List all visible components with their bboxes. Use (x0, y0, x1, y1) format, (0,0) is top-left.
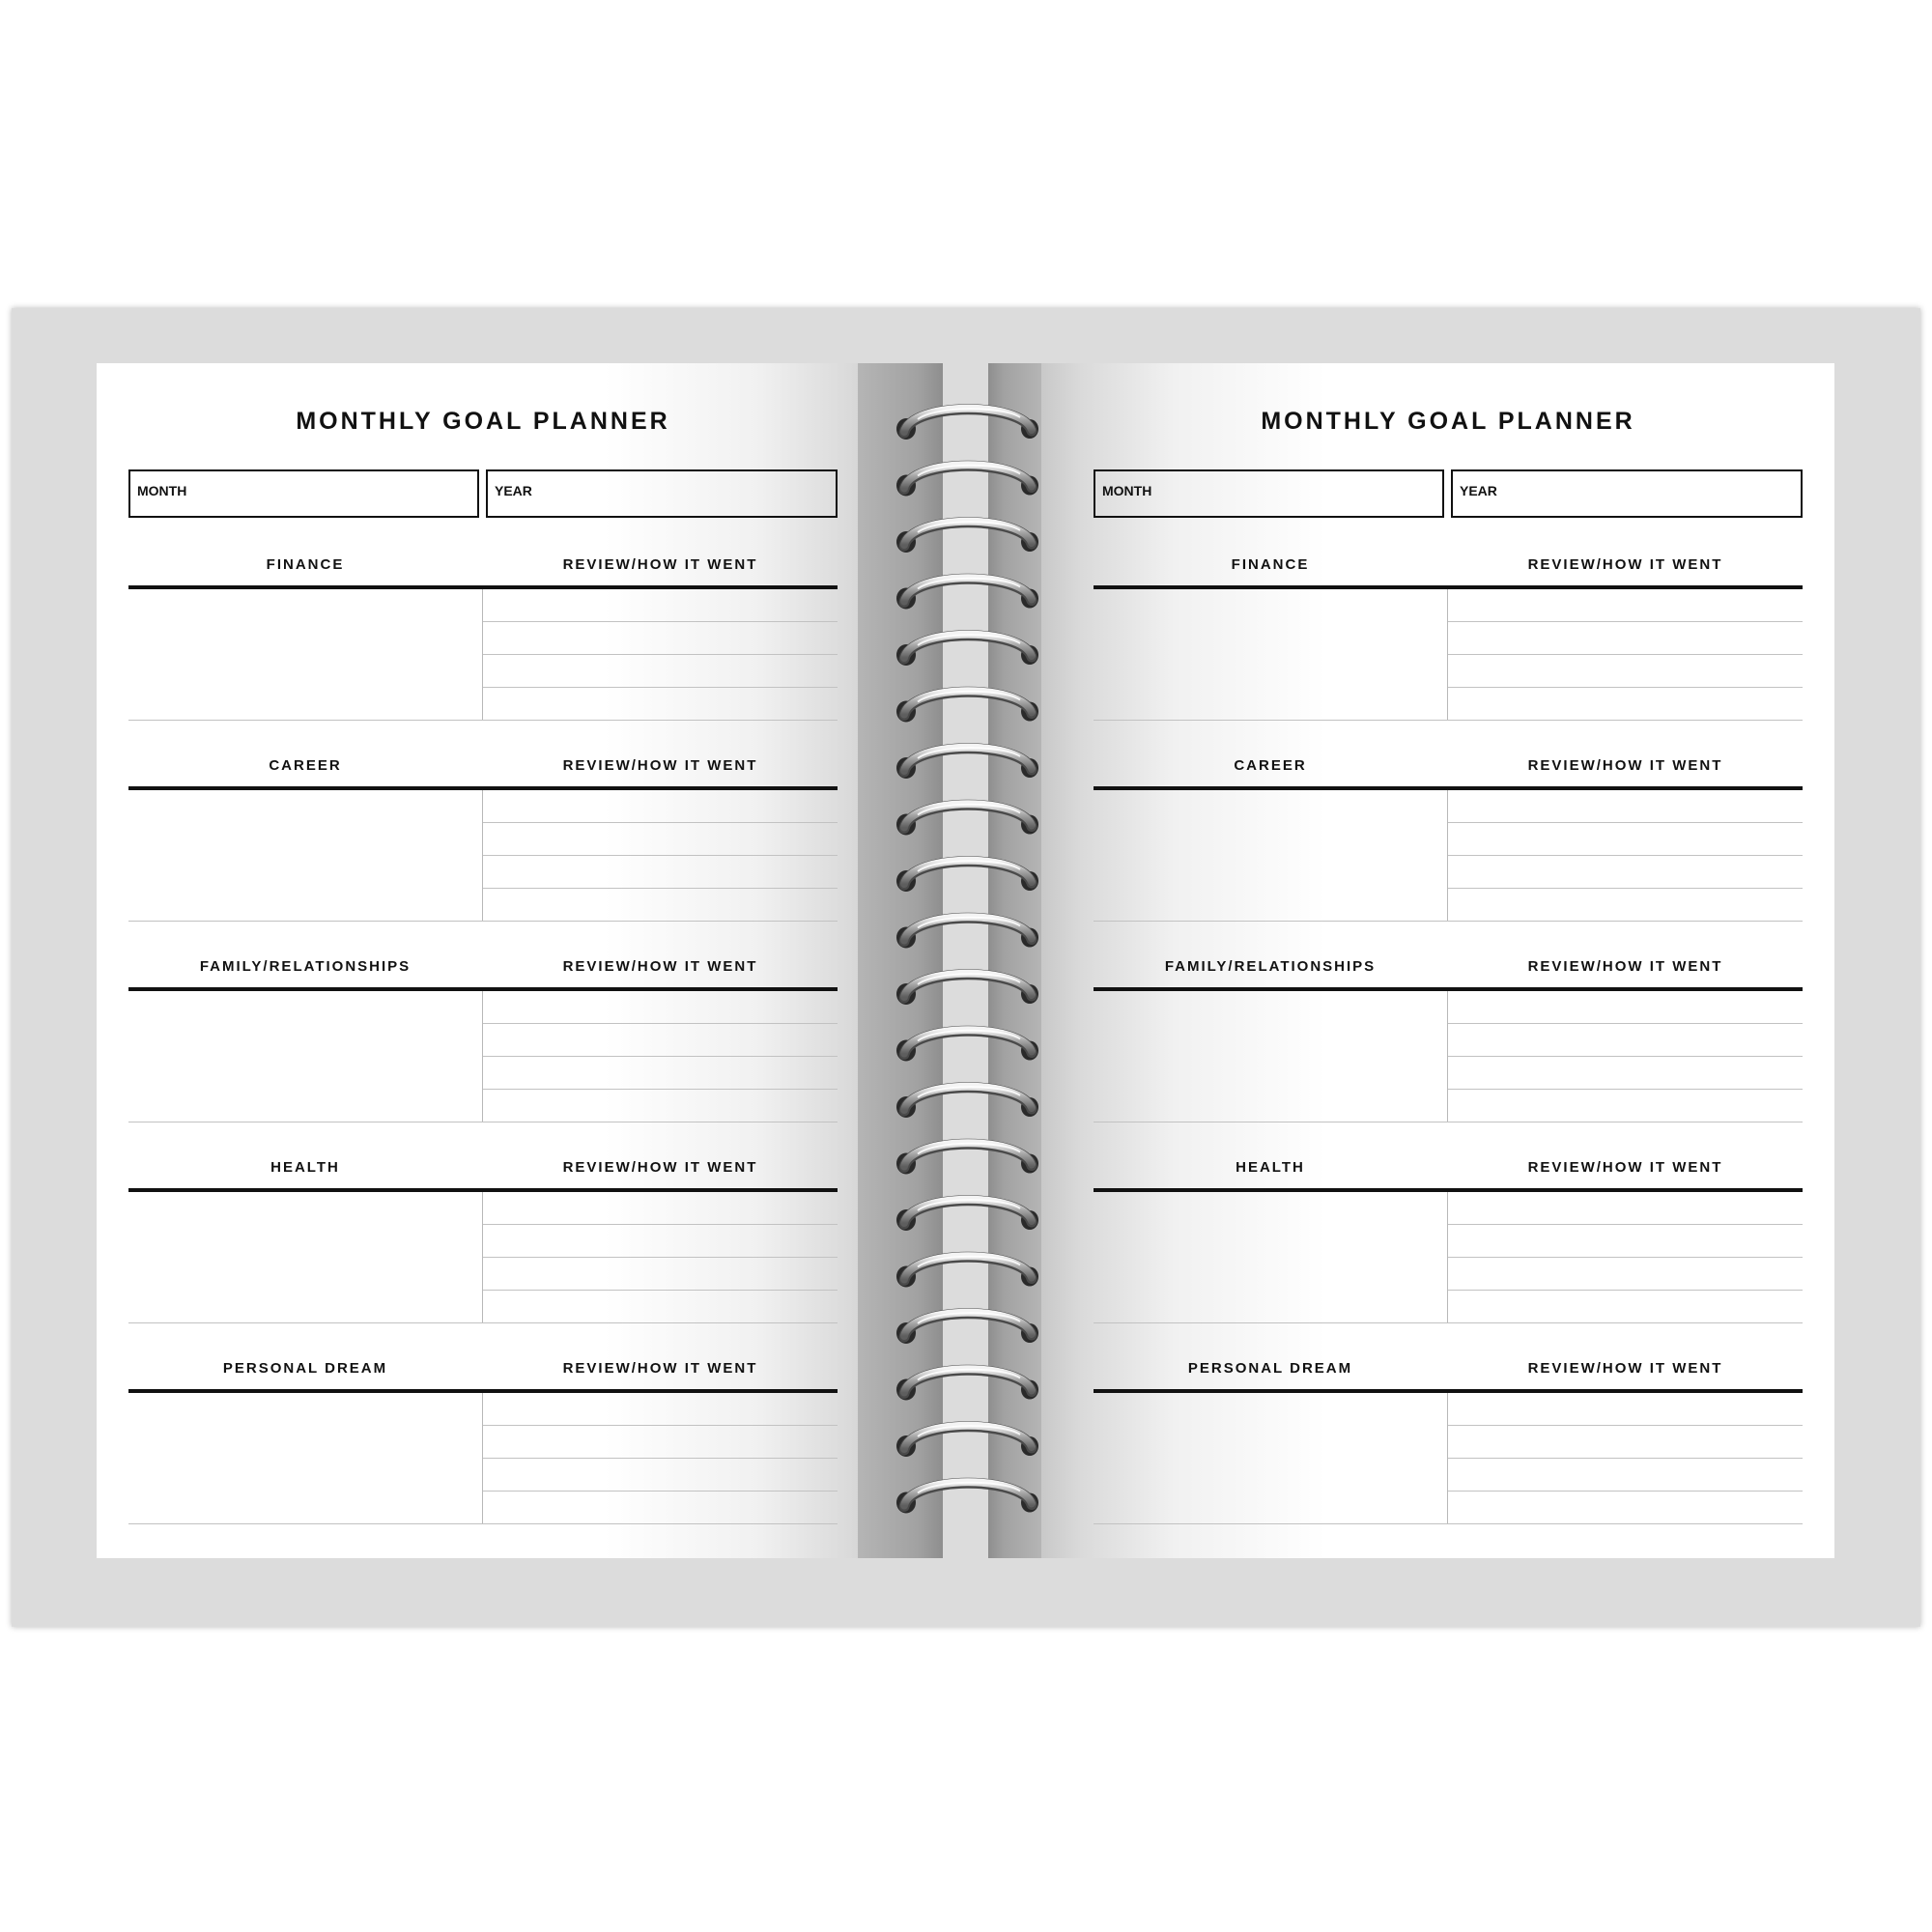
review-line[interactable] (483, 855, 838, 856)
section-rule (128, 1389, 838, 1393)
section-personal-dream (128, 1358, 838, 1532)
section-bottom-line (128, 921, 838, 922)
section-family-relationships (1094, 956, 1803, 1130)
spiral-binding (858, 363, 1041, 1558)
section-label: FAMILY/RELATIONSHIPS (1164, 958, 1377, 975)
page-title: MONTHLY GOAL PLANNER (1261, 408, 1635, 435)
review-line[interactable] (483, 1290, 838, 1291)
review-line[interactable] (1448, 888, 1803, 889)
page-title: MONTHLY GOAL PLANNER (296, 408, 670, 435)
section-rule (1094, 585, 1803, 589)
section-bottom-line (128, 1322, 838, 1323)
review-label: REVIEW/HOW IT WENT (1527, 1159, 1723, 1176)
section-label: FINANCE (1231, 556, 1310, 573)
section-label: CAREER (1234, 757, 1307, 774)
review-line[interactable] (1448, 654, 1803, 655)
section-bottom-line (1094, 720, 1803, 721)
section-health (1094, 1157, 1803, 1331)
year-label: YEAR (1460, 483, 1497, 498)
review-line[interactable] (483, 1458, 838, 1459)
review-line[interactable] (483, 1224, 838, 1225)
review-line[interactable] (1448, 1257, 1803, 1258)
review-line[interactable] (1448, 1491, 1803, 1492)
review-line[interactable] (1448, 1425, 1803, 1426)
review-line[interactable] (483, 654, 838, 655)
review-line[interactable] (1448, 1056, 1803, 1057)
left-page (97, 363, 943, 1558)
section-label: PERSONAL DREAM (222, 1360, 388, 1377)
review-line[interactable] (1448, 855, 1803, 856)
section-bottom-line (1094, 1523, 1803, 1524)
review-line[interactable] (1448, 1458, 1803, 1459)
year-label: YEAR (495, 483, 532, 498)
review-line[interactable] (1448, 822, 1803, 823)
review-label: REVIEW/HOW IT WENT (562, 958, 758, 975)
section-rule (1094, 1188, 1803, 1192)
review-label: REVIEW/HOW IT WENT (1527, 958, 1723, 975)
review-line[interactable] (1448, 621, 1803, 622)
review-line[interactable] (483, 687, 838, 688)
section-label: HEALTH (1236, 1159, 1305, 1176)
section-bottom-line (1094, 921, 1803, 922)
section-rule (128, 1188, 838, 1192)
review-line[interactable] (1448, 1224, 1803, 1225)
section-health (128, 1157, 838, 1331)
section-label: FINANCE (266, 556, 345, 573)
month-field[interactable] (128, 469, 479, 518)
review-line[interactable] (483, 1425, 838, 1426)
section-bottom-line (128, 720, 838, 721)
section-finance (1094, 554, 1803, 728)
section-label: HEALTH (270, 1159, 340, 1176)
review-label: REVIEW/HOW IT WENT (562, 1360, 758, 1377)
review-line[interactable] (483, 1257, 838, 1258)
section-rule (128, 585, 838, 589)
section-label: PERSONAL DREAM (1187, 1360, 1353, 1377)
review-line[interactable] (483, 888, 838, 889)
section-rule (1094, 987, 1803, 991)
month-field[interactable] (1094, 469, 1444, 518)
review-line[interactable] (483, 1089, 838, 1090)
section-label: CAREER (269, 757, 342, 774)
review-line[interactable] (483, 1491, 838, 1492)
section-finance (128, 554, 838, 728)
month-label: MONTH (1102, 483, 1152, 498)
section-rule (1094, 1389, 1803, 1393)
section-rule (128, 987, 838, 991)
review-line[interactable] (483, 822, 838, 823)
review-label: REVIEW/HOW IT WENT (1527, 757, 1723, 774)
review-line[interactable] (483, 621, 838, 622)
review-label: REVIEW/HOW IT WENT (1527, 556, 1723, 573)
review-line[interactable] (1448, 1023, 1803, 1024)
review-label: REVIEW/HOW IT WENT (562, 757, 758, 774)
right-page (988, 363, 1834, 1558)
section-personal-dream (1094, 1358, 1803, 1532)
review-line[interactable] (483, 1056, 838, 1057)
section-bottom-line (1094, 1322, 1803, 1323)
section-bottom-line (128, 1523, 838, 1524)
review-label: REVIEW/HOW IT WENT (562, 556, 758, 573)
review-label: REVIEW/HOW IT WENT (562, 1159, 758, 1176)
review-line[interactable] (1448, 1290, 1803, 1291)
section-career (1094, 755, 1803, 929)
review-line[interactable] (1448, 1089, 1803, 1090)
month-label: MONTH (137, 483, 187, 498)
section-rule (128, 786, 838, 790)
review-label: REVIEW/HOW IT WENT (1527, 1360, 1723, 1377)
section-label: FAMILY/RELATIONSHIPS (199, 958, 412, 975)
review-line[interactable] (483, 1023, 838, 1024)
section-rule (1094, 786, 1803, 790)
year-field[interactable] (486, 469, 838, 518)
year-field[interactable] (1451, 469, 1803, 518)
review-line[interactable] (1448, 687, 1803, 688)
section-career (128, 755, 838, 929)
section-family-relationships (128, 956, 838, 1130)
